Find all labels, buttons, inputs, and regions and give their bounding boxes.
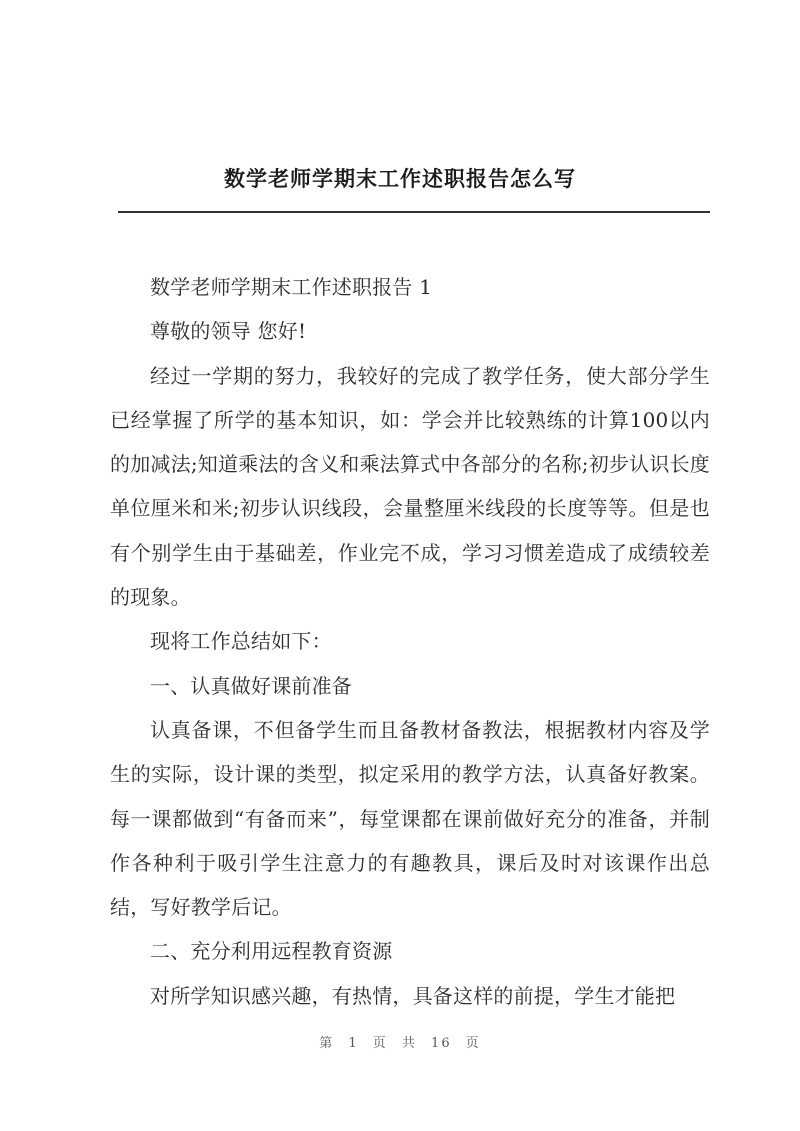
salutation: 尊敬的领导 您好! (150, 319, 307, 344)
section-heading: 二、充分利用远程教育资源 (150, 939, 393, 964)
page-footer: 第 1 页 共 16 页 (319, 1036, 481, 1051)
report-subtitle: 数学老师学期末工作述职报告 1 (150, 275, 433, 299)
document-body (110, 265, 710, 1018)
body-paragraph: 对所学知识感兴趣，有热情，具备这样的前提，学生才能把 (150, 983, 676, 1008)
section-heading: 一、认真做好课前准备 (150, 673, 352, 698)
summary-intro: 现将工作总结如下： (150, 629, 332, 654)
body-paragraph: 认真备课，不但备学生而且备教材备教法，根据教材内容及学生的实际，设计课的类型，拟定采用的教学方法，认真备好教案。每一课都做到“有备而来”，每堂课都在课前做好充分的准备，并制作各种利于吸引学生注意力的有趣教具，课后及时对该课作出总结，写好教学后记。 (110, 717, 710, 920)
document-title: 数学老师学期末工作述职报告怎么写 (224, 166, 576, 191)
title-divider (118, 211, 710, 213)
body-paragraph: 经过一学期的努力，我较好的完成了教学任务，使大部分学生已经掌握了所学的基本知识，如：学会并比较熟练的计算100以内的加减法;知道乘法的含义和乘法算式中各部分的名称;初步认识长度单位厘米和米;初步认识线段，会量整厘米线段的长度等等。但是也有个别学生由于基础差，作业完不成，学习习惯差造成了成绩较差的现象。 (110, 363, 710, 610)
